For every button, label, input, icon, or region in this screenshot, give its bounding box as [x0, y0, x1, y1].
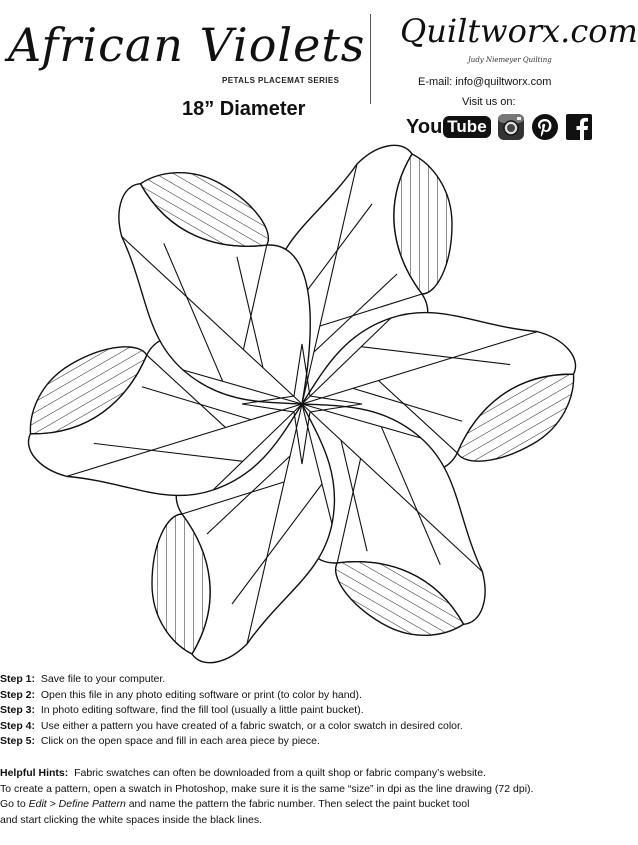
flower-line-drawing	[40, 138, 560, 668]
pinterest-icon[interactable]	[531, 113, 559, 141]
step-3	[0, 703, 600, 719]
instagram-icon[interactable]	[497, 113, 525, 141]
helpful-hints	[0, 766, 600, 828]
step-1	[0, 672, 600, 688]
header-divider	[370, 14, 371, 104]
hints-label: Helpful Hints:	[0, 767, 69, 779]
step-text: In photo editing software, find the fill tool (usually a little paint bucket).	[40, 704, 364, 716]
hints-line-3	[0, 797, 600, 813]
step-label: Step 4:	[0, 719, 36, 732]
facebook-icon[interactable]	[565, 113, 593, 141]
brand-logo[interactable]: Quiltworx.com	[400, 12, 638, 50]
hints-text: Fabric swatches can often be downloaded from a quilt shop or fabric company’s website.	[74, 767, 486, 779]
hints-text: and name the pattern the fabric number. Then select the paint bucket tool	[125, 798, 470, 810]
hints-line-1	[0, 766, 600, 782]
step-label: Step 5:	[0, 735, 36, 747]
step-5	[0, 734, 600, 750]
hints-text: Go to	[0, 798, 29, 810]
step-4	[0, 719, 600, 735]
step-text: Use either a pattern you have created of a fabric swatch, or a color swatch in desired color.	[40, 719, 463, 732]
header	[0, 0, 638, 138]
step-2	[0, 688, 600, 704]
steps-list	[0, 672, 600, 750]
youtube-tube: Tube	[443, 116, 490, 138]
step-text: Click on the open space and fill in each area piece by piece.	[40, 735, 320, 747]
hints-line-4: and start clicking the white spaces inside the black lines.	[0, 813, 263, 826]
step-label: Step 3:	[0, 704, 36, 716]
series-name: PETALS PLACEMAT SERIES	[222, 76, 340, 85]
step-label: Step 2:	[0, 688, 36, 701]
menu-path: Edit > Define Pattern	[28, 798, 126, 810]
youtube-icon[interactable]	[406, 115, 491, 139]
email-link[interactable]: E-mail: info@quiltworx.com	[418, 76, 552, 88]
step-label: Step 1:	[0, 673, 36, 685]
diameter-label: 18” Diameter	[182, 98, 306, 120]
pattern-title: African Violets	[8, 18, 366, 72]
hints-line-2: To create a pattern, open a swatch in Photoshop, make sure it is the same “size” in dpi as the line drawing (72 dpi).	[0, 782, 534, 795]
step-text: Save file to your computer.	[40, 673, 166, 685]
brand-tagline: Judy Niemeyer Quilting	[468, 56, 552, 64]
youtube-you: You	[406, 115, 443, 138]
step-text: Open this file in any photo editing software or print (to color by hand).	[40, 688, 362, 701]
visit-label: Visit us on:	[462, 96, 516, 108]
